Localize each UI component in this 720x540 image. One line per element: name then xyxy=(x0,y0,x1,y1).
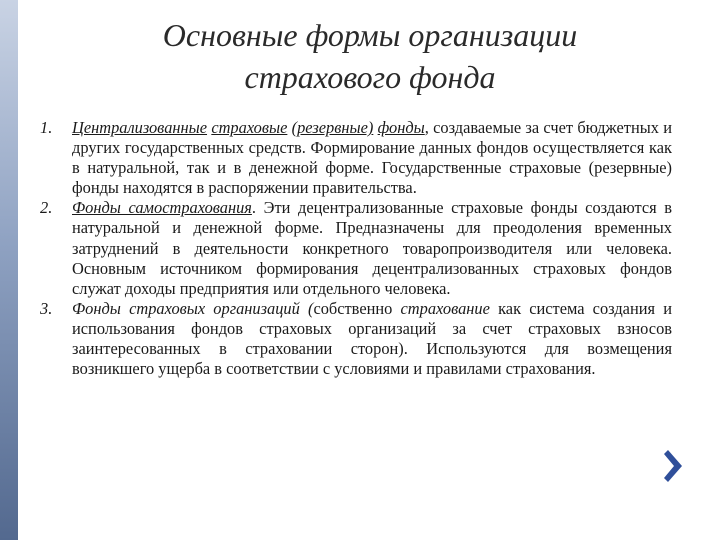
list-item-number: 1. xyxy=(40,118,53,137)
term-centralized: Централизованные xyxy=(72,118,208,137)
item-text: , создаваемые за счет бюджетных и других государственных средств. Формирование данных фондов осуществляется как в натуральной, так и в денежной форме. Государственные страховые (резервные) фонды находятся в распоряжении правительства. xyxy=(72,118,672,198)
term-reserve: (резервные) xyxy=(291,118,374,137)
title-line-1: Основные формы организации xyxy=(162,17,578,53)
term-funds: фонды xyxy=(377,118,425,137)
term-insurance-proper: страхование xyxy=(400,298,490,318)
list-item-number: 2. xyxy=(40,198,53,218)
list-item xyxy=(40,299,672,379)
title-line-2: страхового фонда xyxy=(244,59,496,95)
chevron-right-icon[interactable] xyxy=(660,446,690,486)
term-insurer-funds: Фонды страховых организаций ( xyxy=(72,298,314,318)
item-text: как система создания и использования фондов страховых организаций за счет страховых взносов заинтересованных в страховании сторон). Используются для возмещения возникшего ущерба в соответствии с условиями и правилами страхования. xyxy=(72,298,672,379)
slide-body xyxy=(40,118,672,379)
term-self-insurance: Фонды самострахования xyxy=(72,198,252,218)
item-text: собственно xyxy=(313,298,401,318)
term-insurance: страховые xyxy=(211,118,288,137)
list-item xyxy=(40,198,672,298)
item-text: . Эти децентрализованные страховые фонды создаются в натуральной и денежной форме. Предназначены для преодоления временных затруднений в деятельности конкретного товаропроизводителя или человека. Основным источником формирования децентрализованных страховых фондов служат доходы предприятия или отдельного человека. xyxy=(72,198,672,298)
list-item-number: 3. xyxy=(40,298,53,318)
list-item xyxy=(40,118,672,198)
decorative-side-bar xyxy=(0,0,18,540)
slide-title xyxy=(40,14,700,98)
